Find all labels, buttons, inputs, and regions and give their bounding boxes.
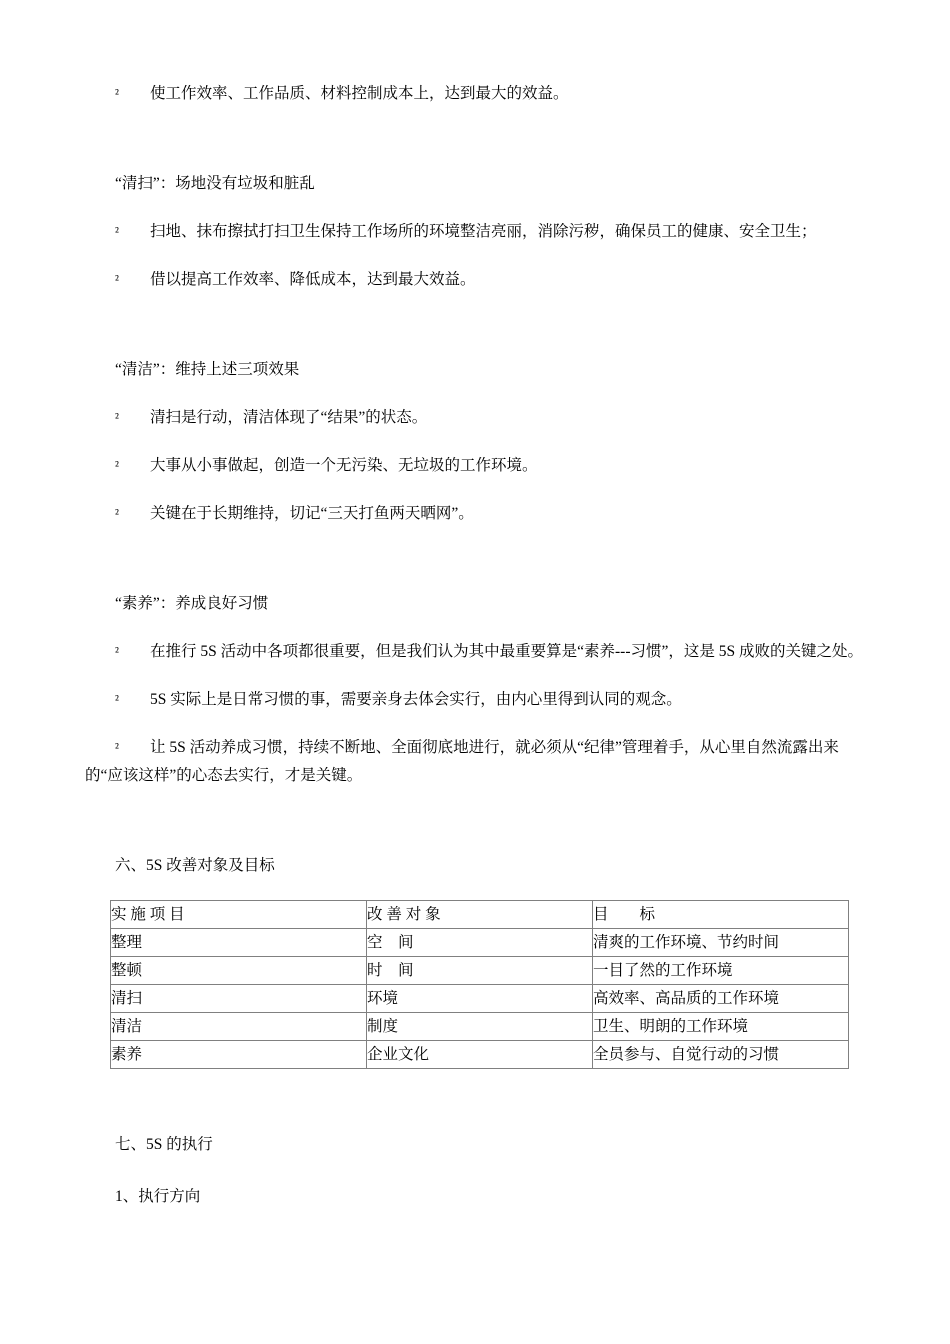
bullet-text: 借以提高工作效率、降低成本，达到最大效益。 <box>150 271 476 288</box>
bullet-item <box>85 80 865 108</box>
bullet-marker: ² <box>115 224 119 239</box>
heading-qingsao: “清扫”：场地没有垃圾和脏乱 <box>115 175 315 192</box>
bullet-marker: ² <box>115 410 119 425</box>
execution-direction-label: 1、执行方向 <box>115 1188 201 1205</box>
heading-section-7: 七、5S 的执行 <box>115 1136 213 1153</box>
heading-qingjie: “清洁”：维持上述三项效果 <box>115 361 300 378</box>
table-cell: 清爽的工作环境、节约时间 <box>593 929 849 957</box>
bullet-text: 关键在于长期维持，切记“三天打鱼两天晒网”。 <box>150 505 474 522</box>
table-row <box>111 1013 849 1041</box>
bullet-text: 清扫是行动，清洁体现了“结果”的状态。 <box>150 409 428 426</box>
table-header-cell: 改 善 对 象 <box>367 901 593 929</box>
bullet-marker: ² <box>115 692 119 707</box>
table-cell: 时 间 <box>367 957 593 985</box>
bullet-marker: ² <box>115 644 119 659</box>
heading-section-6: 六、5S 改善对象及目标 <box>115 857 275 874</box>
table-row <box>111 957 849 985</box>
table-cell: 卫生、明朗的工作环境 <box>593 1013 849 1041</box>
bullet-item <box>85 686 865 714</box>
table-cell: 空 间 <box>367 929 593 957</box>
table-header-row <box>111 901 849 929</box>
table-cell: 清洁 <box>111 1013 367 1041</box>
table-header-cell: 实 施 项 目 <box>111 901 367 929</box>
bullet-marker: ² <box>115 272 119 287</box>
bullet-item <box>85 638 865 666</box>
bullet-marker: ² <box>115 506 119 521</box>
table-row <box>111 929 849 957</box>
table-cell: 企业文化 <box>367 1041 593 1069</box>
bullet-item <box>85 452 865 480</box>
table-cell: 整理 <box>111 929 367 957</box>
bullet-text: 扫地、抹布擦拭打扫卫生保持工作场所的环境整洁亮丽，消除污秽，确保员工的健康、安全卫生； <box>150 223 817 240</box>
bullet-text: 5S 实际上是日常习惯的事，需要亲身去体会实行，由内心里得到认同的观念。 <box>150 691 682 708</box>
table-cell: 清扫 <box>111 985 367 1013</box>
table-cell: 全员参与、自觉行动的习惯 <box>593 1041 849 1069</box>
improvement-table <box>110 900 849 1069</box>
bullet-marker: ² <box>115 458 119 473</box>
table-cell: 整顿 <box>111 957 367 985</box>
table-cell: 高效率、高品质的工作环境 <box>593 985 849 1013</box>
table-cell: 制度 <box>367 1013 593 1041</box>
bullet-marker: ² <box>115 86 119 101</box>
table-cell: 素养 <box>111 1041 367 1069</box>
bullet-text: 大事从小事做起，创造一个无污染、无垃圾的工作环境。 <box>150 457 538 474</box>
bullet-item <box>85 266 865 294</box>
bullet-item <box>85 500 865 528</box>
bullet-item <box>85 734 865 790</box>
table-row <box>111 1041 849 1069</box>
table-header-cell: 目 标 <box>593 901 849 929</box>
table-row <box>111 985 849 1013</box>
bullet-item <box>85 404 865 432</box>
bullet-text: 在推行 5S 活动中各项都很重要，但是我们认为其中最重要算是“素养---习惯”，这是 5S 成败的关键之处。 <box>150 643 863 660</box>
table-cell: 一目了然的工作环境 <box>593 957 849 985</box>
bullet-text: 让 5S 活动养成习惯，持续不断地、全面彻底地进行，就必须从“纪律”管理着手，从心里自然流露出来的“应该这样”的心态去实行，才是关键。 <box>85 739 839 784</box>
bullet-marker: ² <box>115 740 119 755</box>
table-cell: 环境 <box>367 985 593 1013</box>
bullet-text: 使工作效率、工作品质、材料控制成本上，达到最大的效益。 <box>150 85 569 102</box>
bullet-item <box>85 218 865 246</box>
heading-suyang: “素养”：养成良好习惯 <box>115 595 269 612</box>
